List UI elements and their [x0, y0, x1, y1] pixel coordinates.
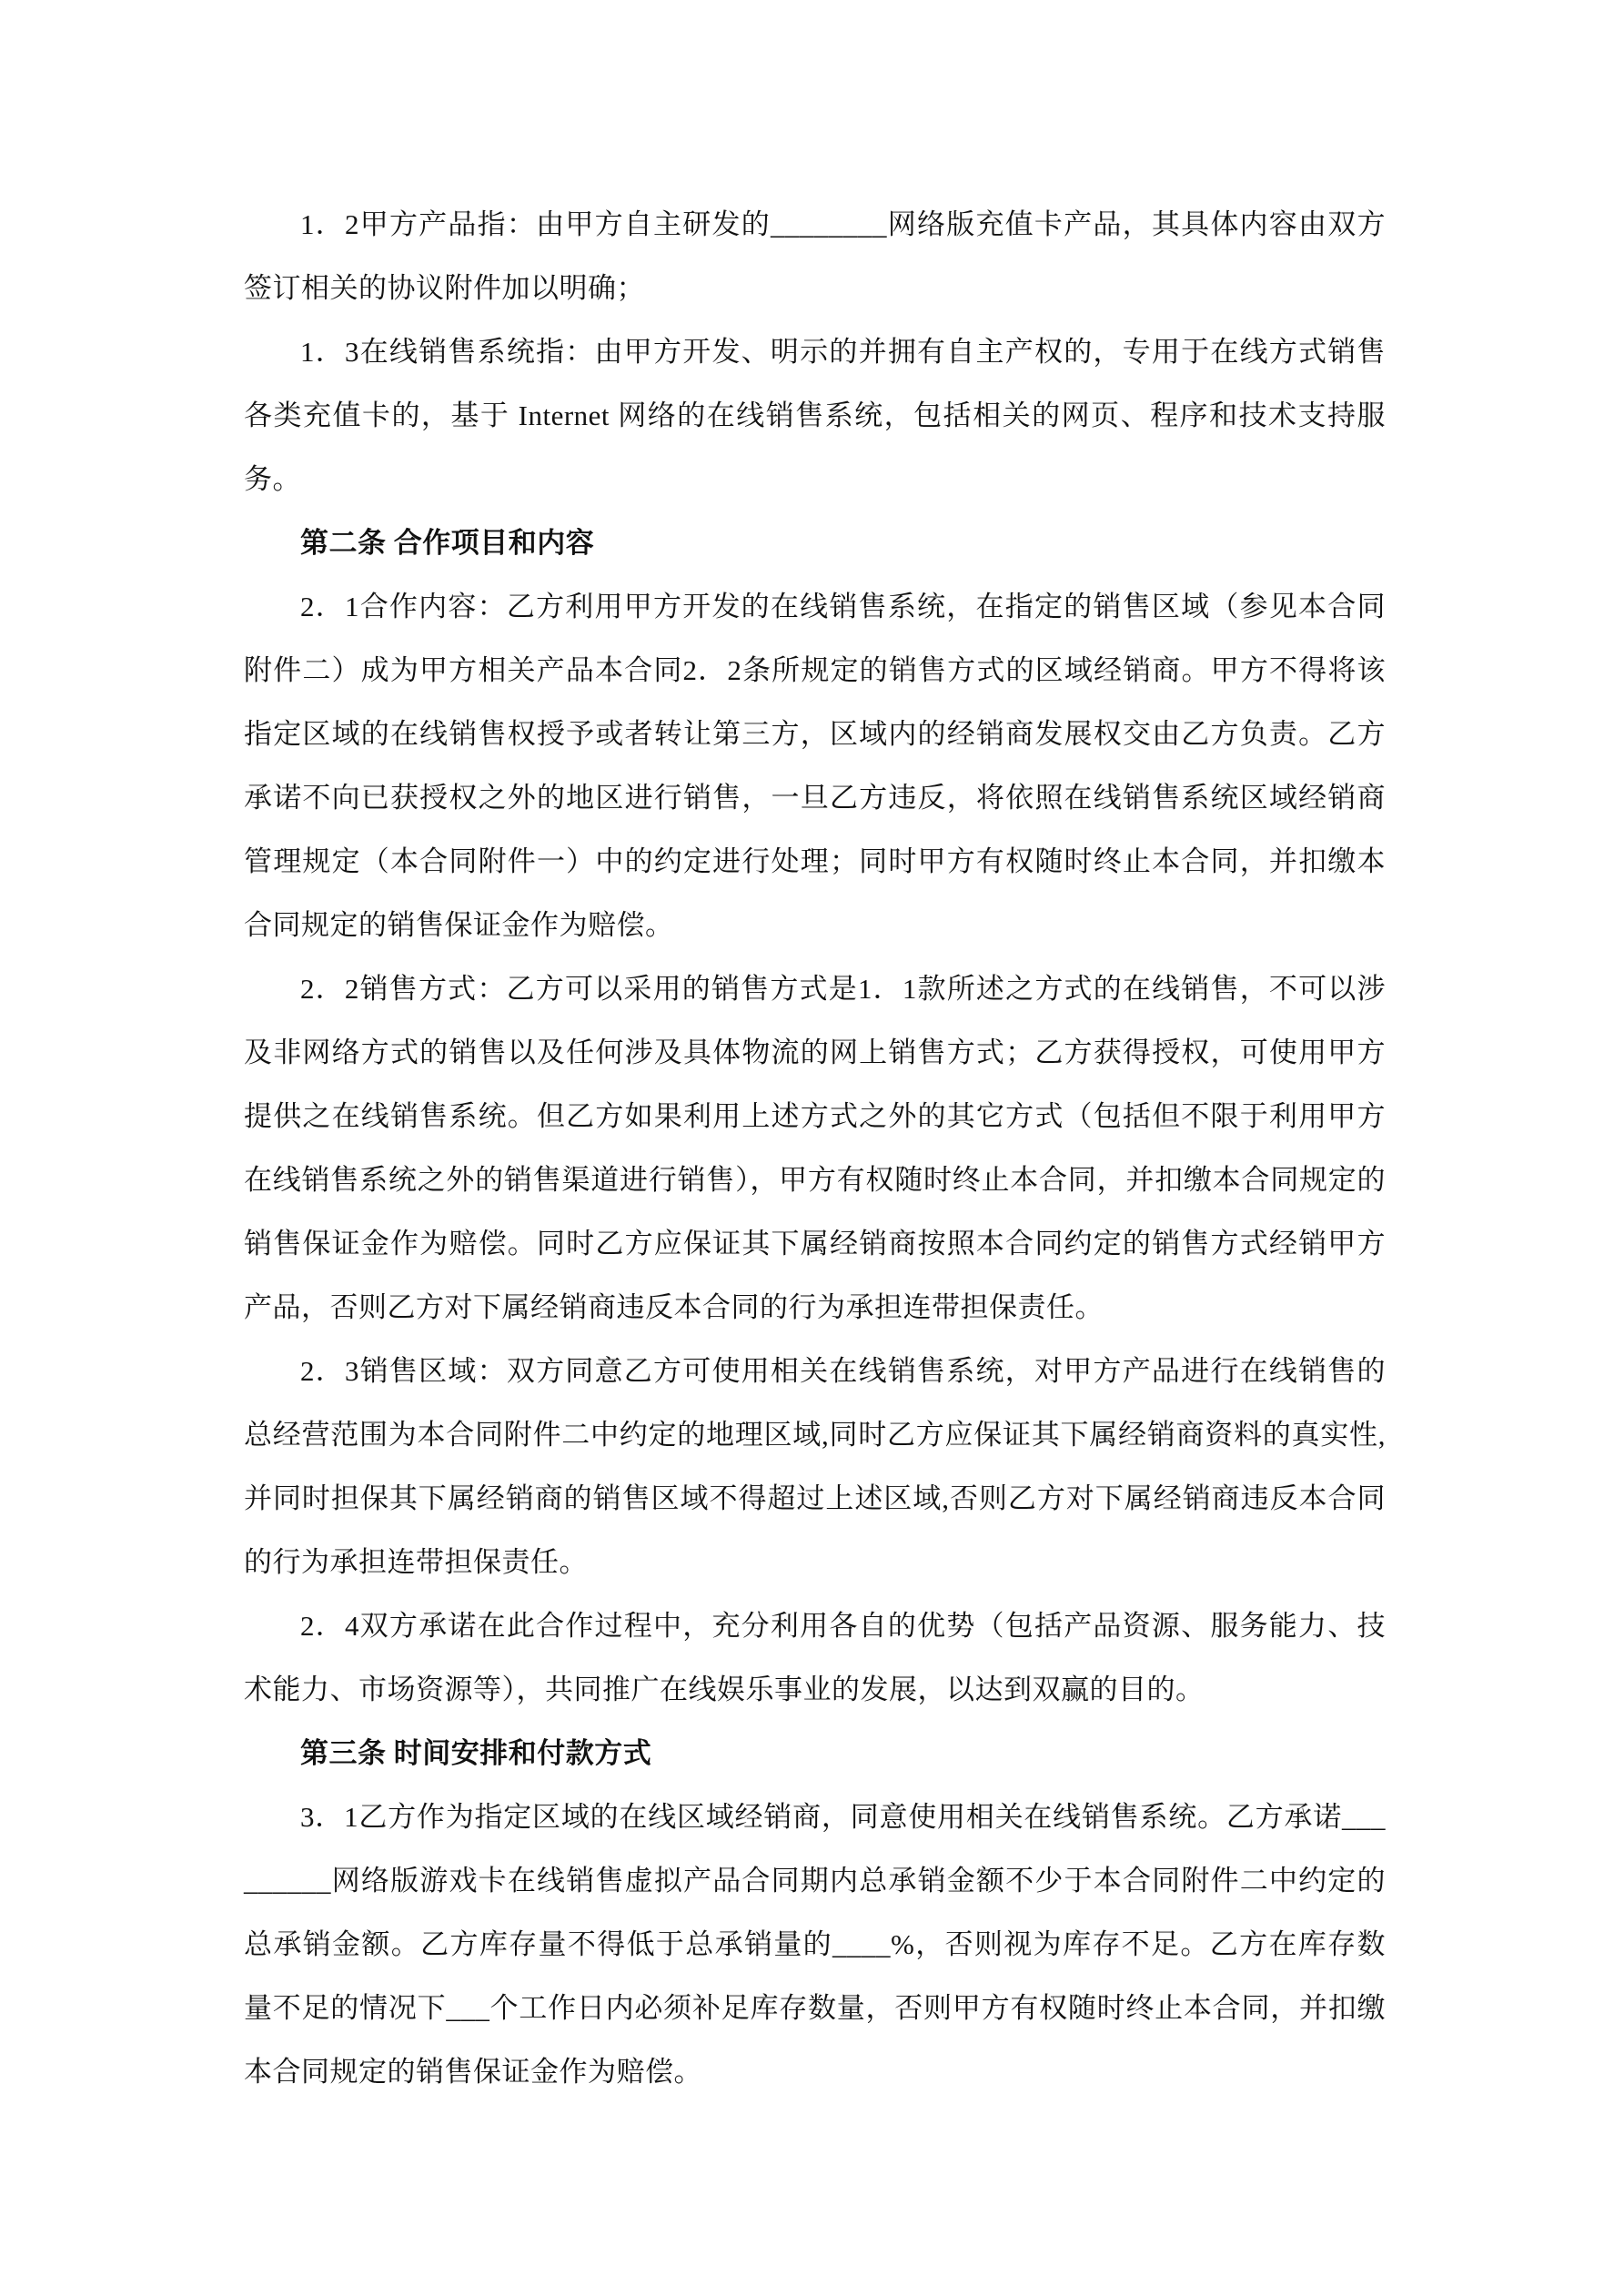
- contract-paragraph: 2．1合作内容：乙方利用甲方开发的在线销售系统，在指定的销售区域（参见本合同附件二）成为甲方相关产品本合同2．2条所规定的销售方式的区域经销商。甲方不得将该指定区域的在线销售权授予或者转让第三方，区域内的经销商发展权交由乙方负责。乙方承诺不向已获授权之外的地区进行销售，一旦乙方违反，将依照在线销售系统区域经销商管理规定（本合同附件一）中的约定进行处理；同时甲方有权随时终止本合同，并扣缴本合同规定的销售保证金作为赔偿。: [244, 591, 1386, 941]
- contract-paragraph: 2．4双方承诺在此合作过程中，充分利用各自的优势（包括产品资源、服务能力、技术能力、市场资源等），共同推广在线娱乐事业的发展，以达到双赢的目的。: [244, 1610, 1386, 1705]
- section-heading: 第三条 时间安排和付款方式: [300, 1737, 652, 1769]
- contract-body: [244, 193, 1386, 2104]
- contract-paragraph: 2．3销售区域：双方同意乙方可使用相关在线销售系统，对甲方产品进行在线销售的总经营范围为本合同附件二中约定的地理区域,同时乙方应保证其下属经销商资料的真实性,并同时担保其下属经销商的销售区域不得超过上述区域,否则乙方对下属经销商违反本合同的行为承担连带担保责任。: [244, 1355, 1386, 1578]
- contract-paragraph: 1．3在线销售系统指：由甲方开发、明示的并拥有自主产权的，专用于在线方式销售各类充值卡的，基于 Internet 网络的在线销售系统，包括相关的网页、程序和技术支持服务。: [244, 336, 1386, 495]
- contract-paragraph: 2．2销售方式：乙方可以采用的销售方式是1．1款所述之方式的在线销售，不可以涉及非网络方式的销售以及任何涉及具体物流的网上销售方式；乙方获得授权，可使用甲方提供之在线销售系统。但乙方如果利用上述方式之外的其它方式（包括但不限于利用甲方在线销售系统之外的销售渠道进行销售），甲方有权随时终止本合同，并扣缴本合同规定的销售保证金作为赔偿。同时乙方应保证其下属经销商按照本合同约定的销售方式经销甲方产品，否则乙方对下属经销商违反本合同的行为承担连带担保责任。: [244, 973, 1386, 1323]
- section-heading: 第二条 合作项目和内容: [300, 527, 595, 559]
- contract-paragraph: 3．1乙方作为指定区域的在线区域经销商，同意使用相关在线销售系统。乙方承诺_________网络版游戏卡在线销售虚拟产品合同期内总承销金额不少于本合同附件二中约定的总承销金额。乙方库存量不得低于总承销量的____%，否则视为库存不足。乙方在库存数量不足的情况下___个工作日内必须补足库存数量，否则甲方有权随时终止本合同，并扣缴本合同规定的销售保证金作为赔偿。: [244, 1801, 1386, 2088]
- contract-paragraph: 1．2甲方产品指：由甲方自主研发的________网络版充值卡产品，其具体内容由双方签订相关的协议附件加以明确；: [244, 208, 1386, 304]
